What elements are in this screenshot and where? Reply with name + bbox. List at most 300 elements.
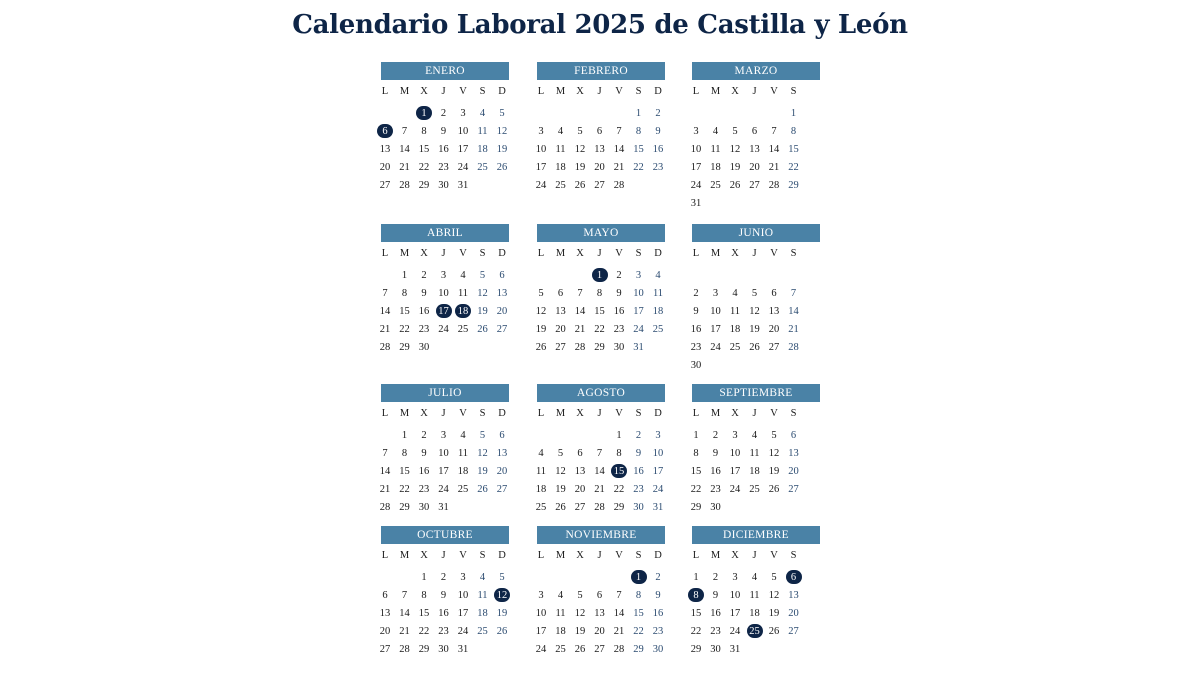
month-septiembre — [692, 384, 822, 534]
weekday-label: S — [479, 86, 486, 97]
weekday-label: M — [555, 408, 566, 419]
calendar-day: 6 — [596, 590, 603, 601]
calendar-day: 4 — [732, 288, 738, 299]
calendar-day: 22 — [594, 324, 605, 335]
month-abril — [381, 224, 511, 374]
calendar-day: 17 — [457, 144, 469, 155]
calendar-day: 1 — [790, 108, 797, 119]
calendar-day: 8 — [421, 590, 427, 601]
weekday-label: S — [635, 408, 642, 419]
calendar-day: 18 — [555, 626, 566, 637]
calendar-day: 23 — [438, 162, 449, 173]
calendar-day: 24 — [633, 324, 644, 335]
weekday-label: V — [459, 408, 467, 419]
month-header: OCTUBRE — [381, 526, 509, 544]
calendar-day: 19 — [535, 324, 547, 335]
calendar-day: 27 — [594, 644, 605, 655]
calendar-day: 24 — [438, 484, 449, 495]
calendar-day: 29 — [633, 644, 644, 655]
calendar-day: 20 — [574, 484, 586, 495]
calendar-day: 12 — [768, 448, 780, 459]
weekday-label: L — [537, 248, 545, 259]
calendar-day: 21 — [613, 626, 625, 637]
calendar-day: 5 — [499, 572, 505, 583]
calendar-day: 6 — [557, 288, 564, 299]
calendar-day: 25 — [710, 180, 721, 191]
calendar-day: 10 — [438, 448, 449, 459]
calendar-day: 24 — [457, 626, 469, 637]
calendar-day: 14 — [594, 466, 605, 477]
calendar-day: 13 — [496, 448, 508, 459]
calendar-day: 30 — [710, 502, 721, 513]
calendar-day: 30 — [613, 342, 625, 353]
month-header: MAYO — [537, 224, 665, 242]
calendar-day: 28 — [379, 502, 391, 513]
calendar-day: 11 — [555, 144, 566, 155]
weekday-label: S — [790, 86, 797, 97]
calendar-day: 7 — [616, 590, 622, 601]
calendar-day: 1 — [401, 270, 408, 281]
calendar-day: 29 — [418, 644, 430, 655]
calendar-day: 11 — [749, 590, 760, 601]
calendar-day: 25 — [749, 484, 760, 495]
calendar-day: 19 — [477, 306, 488, 317]
weekday-label: V — [770, 408, 778, 419]
calendar-day: 2 — [421, 430, 427, 441]
calendar-day: 25 — [555, 644, 566, 655]
weekday-label: S — [790, 408, 797, 419]
weekday-label: V — [459, 86, 467, 97]
weekday-label: D — [654, 550, 662, 561]
calendar-day: 5 — [771, 572, 777, 583]
calendar-day: 7 — [401, 590, 408, 601]
calendar-day: 11 — [477, 126, 488, 137]
calendar-day: 30 — [418, 502, 430, 513]
calendar-day: 14 — [399, 144, 410, 155]
calendar-day: 8 — [421, 126, 427, 137]
calendar-day: 21 — [574, 324, 586, 335]
calendar-day: 3 — [712, 288, 719, 299]
calendar-day: 11 — [477, 590, 488, 601]
calendar-day: 1 — [693, 572, 699, 583]
calendar-day: 18 — [555, 162, 566, 173]
weekday-label: L — [692, 550, 700, 561]
calendar-day: 15 — [399, 306, 410, 317]
calendar-day: 11 — [729, 306, 741, 317]
calendar-day: 31 — [652, 502, 664, 513]
calendar-day: 10 — [457, 590, 469, 601]
calendar-day: 4 — [557, 590, 564, 601]
calendar-day: 15 — [399, 466, 410, 477]
calendar-day: 21 — [379, 484, 391, 495]
calendar-day: 19 — [749, 324, 760, 335]
calendar-day: 28 — [613, 180, 625, 191]
calendar-day: 3 — [460, 108, 466, 119]
weekday-label: M — [399, 248, 410, 259]
calendar-day: 23 — [710, 626, 721, 637]
calendar-day: 28 — [768, 180, 780, 191]
calendar-day: 5 — [732, 126, 738, 137]
calendar-day: 16 — [652, 608, 664, 619]
weekday-label: M — [555, 248, 566, 259]
calendar-day: 14 — [788, 306, 799, 317]
weekday-label: J — [752, 86, 757, 97]
calendar-day: 10 — [633, 288, 644, 299]
month-diciembre — [692, 526, 822, 676]
calendar-day: 10 — [729, 448, 741, 459]
holiday-day: 6 — [377, 124, 393, 138]
weekday-label: L — [692, 408, 700, 419]
calendar-day: 9 — [712, 590, 719, 601]
weekday-label: L — [537, 86, 545, 97]
calendar-day: 10 — [652, 448, 664, 459]
calendar-day: 20 — [788, 466, 799, 477]
calendar-day: 26 — [477, 484, 488, 495]
calendar-day: 30 — [633, 502, 644, 513]
month-header: JUNIO — [692, 224, 820, 242]
calendar-day: 2 — [616, 270, 622, 281]
calendar-day: 26 — [535, 342, 547, 353]
calendar-day: 27 — [594, 180, 605, 191]
weekday-label: X — [731, 248, 739, 259]
calendar-day: 5 — [751, 288, 758, 299]
calendar-day: 23 — [418, 324, 430, 335]
calendar-day: 24 — [652, 484, 664, 495]
calendar-day: 5 — [479, 270, 486, 281]
calendar-day: 16 — [613, 306, 625, 317]
calendar-day: 31 — [729, 644, 741, 655]
month-header: DICIEMBRE — [692, 526, 820, 544]
calendar-day: 10 — [729, 590, 741, 601]
calendar-day: 19 — [729, 162, 741, 173]
weekday-label: D — [498, 550, 506, 561]
holiday-day: 18 — [455, 304, 471, 318]
calendar-day: 19 — [555, 484, 566, 495]
calendar-day: 30 — [690, 360, 702, 371]
calendar-day: 29 — [690, 644, 702, 655]
calendar-day: 21 — [594, 484, 605, 495]
weekday-label: X — [731, 408, 739, 419]
month-enero — [381, 62, 511, 212]
calendar-day: 11 — [652, 288, 664, 299]
calendar-day: 6 — [499, 430, 505, 441]
calendar-day: 3 — [538, 590, 544, 601]
calendar-day: 2 — [440, 108, 447, 119]
calendar-day: 19 — [496, 144, 508, 155]
calendar-day: 16 — [652, 144, 664, 155]
holiday-day: 25 — [747, 624, 763, 638]
weekday-label: L — [537, 408, 545, 419]
calendar-day: 24 — [729, 626, 741, 637]
calendar-day: 17 — [729, 608, 741, 619]
calendar-day: 13 — [749, 144, 760, 155]
calendar-day: 25 — [457, 484, 469, 495]
calendar-day: 29 — [613, 502, 625, 513]
calendar-day: 19 — [768, 466, 780, 477]
holiday-day: 1 — [592, 268, 608, 282]
weekday-label: S — [635, 550, 642, 561]
calendar-day: 5 — [557, 448, 564, 459]
calendar-day: 16 — [710, 466, 721, 477]
calendar-day: 17 — [652, 466, 664, 477]
holiday-day: 1 — [416, 106, 432, 120]
calendar-day: 2 — [440, 572, 447, 583]
calendar-day: 20 — [496, 466, 508, 477]
calendar-day: 8 — [401, 448, 408, 459]
calendar-day: 26 — [574, 644, 586, 655]
calendar-day: 4 — [751, 430, 758, 441]
calendar-day: 26 — [768, 484, 780, 495]
calendar-day: 13 — [768, 306, 780, 317]
calendar-day: 13 — [555, 306, 566, 317]
calendar-day: 10 — [438, 288, 449, 299]
calendar-day: 25 — [457, 324, 469, 335]
calendar-day: 17 — [535, 626, 547, 637]
weekday-label: L — [692, 248, 700, 259]
month-header: JULIO — [381, 384, 509, 402]
holiday-day: 17 — [436, 304, 452, 318]
calendar-day: 21 — [788, 324, 799, 335]
month-noviembre — [537, 526, 667, 676]
weekday-label: J — [752, 550, 757, 561]
calendar-day: 19 — [574, 162, 586, 173]
calendar-day: 18 — [652, 306, 664, 317]
weekday-label: M — [399, 408, 410, 419]
calendar-day: 29 — [418, 180, 430, 191]
calendar-day: 5 — [479, 430, 486, 441]
calendar-day: 17 — [457, 608, 469, 619]
calendar-day: 15 — [633, 608, 644, 619]
calendar-day: 24 — [535, 644, 547, 655]
calendar-day: 24 — [729, 484, 741, 495]
calendar-day: 12 — [555, 466, 566, 477]
calendar-day: 2 — [712, 430, 719, 441]
month-header: ENERO — [381, 62, 509, 80]
calendar-day: 11 — [457, 288, 469, 299]
calendar-day: 31 — [633, 342, 644, 353]
calendar-day: 23 — [613, 324, 625, 335]
calendar-day: 28 — [594, 502, 605, 513]
calendar-day: 19 — [496, 608, 508, 619]
month-header: SEPTIEMBRE — [692, 384, 820, 402]
weekday-label: S — [479, 550, 486, 561]
calendar-day: 29 — [594, 342, 605, 353]
calendar-day: 13 — [788, 590, 799, 601]
calendar-day: 2 — [421, 270, 427, 281]
calendar-day: 9 — [655, 126, 661, 137]
calendar-day: 11 — [749, 448, 760, 459]
calendar-day: 28 — [399, 180, 410, 191]
calendar-day: 19 — [768, 608, 780, 619]
calendar-day: 6 — [751, 126, 758, 137]
calendar-day: 8 — [693, 448, 699, 459]
calendar-day: 24 — [710, 342, 721, 353]
calendar-day: 25 — [477, 626, 488, 637]
calendar-day: 17 — [729, 466, 741, 477]
calendar-day: 9 — [421, 448, 427, 459]
calendar-day: 22 — [690, 484, 702, 495]
calendar-day: 22 — [418, 626, 430, 637]
calendar-day: 11 — [457, 448, 469, 459]
calendar-day: 15 — [788, 144, 799, 155]
calendar-day: 5 — [499, 108, 505, 119]
weekday-label: V — [459, 550, 467, 561]
calendar-day: 12 — [477, 448, 488, 459]
calendar-day: 14 — [768, 144, 780, 155]
month-header: ABRIL — [381, 224, 509, 242]
weekday-label: J — [441, 550, 446, 561]
calendar-day: 1 — [635, 108, 642, 119]
weekday-label: V — [615, 408, 623, 419]
calendar-day: 30 — [710, 644, 721, 655]
calendar-day: 26 — [574, 180, 586, 191]
calendar-day: 31 — [457, 644, 469, 655]
weekday-label: J — [597, 248, 602, 259]
calendar-day: 4 — [460, 430, 466, 441]
calendar-day: 4 — [479, 108, 486, 119]
calendar-day: 13 — [379, 608, 391, 619]
calendar-day: 27 — [574, 502, 586, 513]
weekday-label: V — [459, 248, 467, 259]
calendar-day: 30 — [418, 342, 430, 353]
calendar-day: 13 — [379, 144, 391, 155]
calendar-day: 18 — [457, 466, 469, 477]
calendar-day: 10 — [535, 608, 547, 619]
weekday-label: D — [498, 86, 506, 97]
calendar-day: 26 — [555, 502, 566, 513]
calendar-day: 3 — [538, 126, 544, 137]
calendar-day: 9 — [440, 126, 447, 137]
calendar-day: 9 — [421, 288, 427, 299]
weekday-label: J — [597, 86, 602, 97]
calendar-day: 13 — [788, 448, 799, 459]
weekday-label: D — [654, 86, 662, 97]
weekday-label: L — [381, 86, 389, 97]
weekday-label: V — [615, 248, 623, 259]
month-header: MARZO — [692, 62, 820, 80]
calendar-day: 15 — [594, 306, 605, 317]
calendar-day: 2 — [655, 108, 661, 119]
calendar-day: 5 — [577, 590, 583, 601]
calendar-day: 27 — [788, 484, 799, 495]
calendar-day: 23 — [710, 484, 721, 495]
calendar-day: 28 — [379, 342, 391, 353]
calendar-day: 19 — [477, 466, 488, 477]
calendar-day: 11 — [555, 608, 566, 619]
calendar-day: 17 — [438, 466, 449, 477]
calendar-day: 6 — [382, 590, 388, 601]
calendar-day: 5 — [538, 288, 544, 299]
calendar-day: 23 — [438, 626, 449, 637]
calendar-day: 8 — [790, 126, 797, 137]
weekday-label: J — [752, 248, 757, 259]
calendar-day: 20 — [594, 626, 605, 637]
calendar-day: 24 — [690, 180, 702, 191]
calendar-day: 15 — [690, 608, 702, 619]
calendar-day: 11 — [710, 144, 721, 155]
calendar-day: 22 — [613, 484, 625, 495]
calendar-day: 25 — [729, 342, 741, 353]
weekday-label: X — [576, 86, 584, 97]
calendar-day: 20 — [788, 608, 799, 619]
calendar-day: 4 — [655, 270, 661, 281]
weekday-label: J — [441, 248, 446, 259]
calendar-day: 27 — [768, 342, 780, 353]
calendar-day: 6 — [771, 288, 777, 299]
weekday-label: M — [710, 408, 721, 419]
calendar-day: 14 — [613, 144, 625, 155]
weekday-label: X — [731, 86, 739, 97]
calendar-day: 18 — [477, 608, 488, 619]
calendar-day: 22 — [418, 162, 430, 173]
holiday-day: 6 — [786, 570, 802, 584]
calendar-day: 8 — [635, 126, 642, 137]
calendar-day: 28 — [399, 644, 410, 655]
calendar-day: 5 — [771, 430, 777, 441]
calendar-day: 3 — [693, 126, 699, 137]
calendar-day: 7 — [577, 288, 583, 299]
calendar-day: 25 — [535, 502, 547, 513]
weekday-label: L — [381, 408, 389, 419]
calendar-day: 3 — [732, 430, 738, 441]
weekday-label: M — [710, 550, 721, 561]
calendar-day: 14 — [399, 608, 410, 619]
calendar-day: 18 — [749, 608, 760, 619]
calendar-day: 23 — [652, 162, 664, 173]
calendar-day: 22 — [399, 484, 410, 495]
month-mayo — [537, 224, 667, 374]
calendar-day: 12 — [729, 144, 741, 155]
calendar-day: 22 — [788, 162, 799, 173]
weekday-label: S — [635, 86, 642, 97]
weekday-label: M — [555, 550, 566, 561]
calendar-day: 10 — [710, 306, 721, 317]
calendar-day: 15 — [690, 466, 702, 477]
calendar-day: 26 — [749, 342, 760, 353]
calendar-day: 24 — [535, 180, 547, 191]
calendar-day: 27 — [379, 644, 391, 655]
calendar-day: 21 — [613, 162, 625, 173]
calendar-day: 23 — [690, 342, 702, 353]
calendar-day: 14 — [379, 466, 391, 477]
calendar-day: 20 — [768, 324, 780, 335]
calendar-day: 2 — [693, 288, 699, 299]
calendar-day: 16 — [438, 608, 449, 619]
month-julio — [381, 384, 511, 534]
calendar-day: 7 — [401, 126, 408, 137]
weekday-label: L — [537, 550, 545, 561]
calendar-day: 13 — [496, 288, 508, 299]
calendar-day: 27 — [788, 626, 799, 637]
calendar-day: 10 — [690, 144, 702, 155]
calendar-day: 26 — [477, 324, 488, 335]
calendar-day: 20 — [379, 162, 391, 173]
calendar-day: 25 — [652, 324, 664, 335]
weekday-label: X — [420, 550, 428, 561]
calendar-day: 9 — [440, 590, 447, 601]
calendar-day: 15 — [418, 144, 430, 155]
calendar-day: 27 — [496, 484, 508, 495]
calendar-day: 9 — [693, 306, 699, 317]
calendar-day: 18 — [710, 162, 721, 173]
calendar-day: 3 — [460, 572, 466, 583]
calendar-day: 26 — [496, 162, 508, 173]
month-febrero — [537, 62, 667, 212]
calendar-day: 3 — [440, 430, 447, 441]
weekday-label: X — [420, 248, 428, 259]
calendar-day: 10 — [457, 126, 469, 137]
calendar-day: 16 — [438, 144, 449, 155]
